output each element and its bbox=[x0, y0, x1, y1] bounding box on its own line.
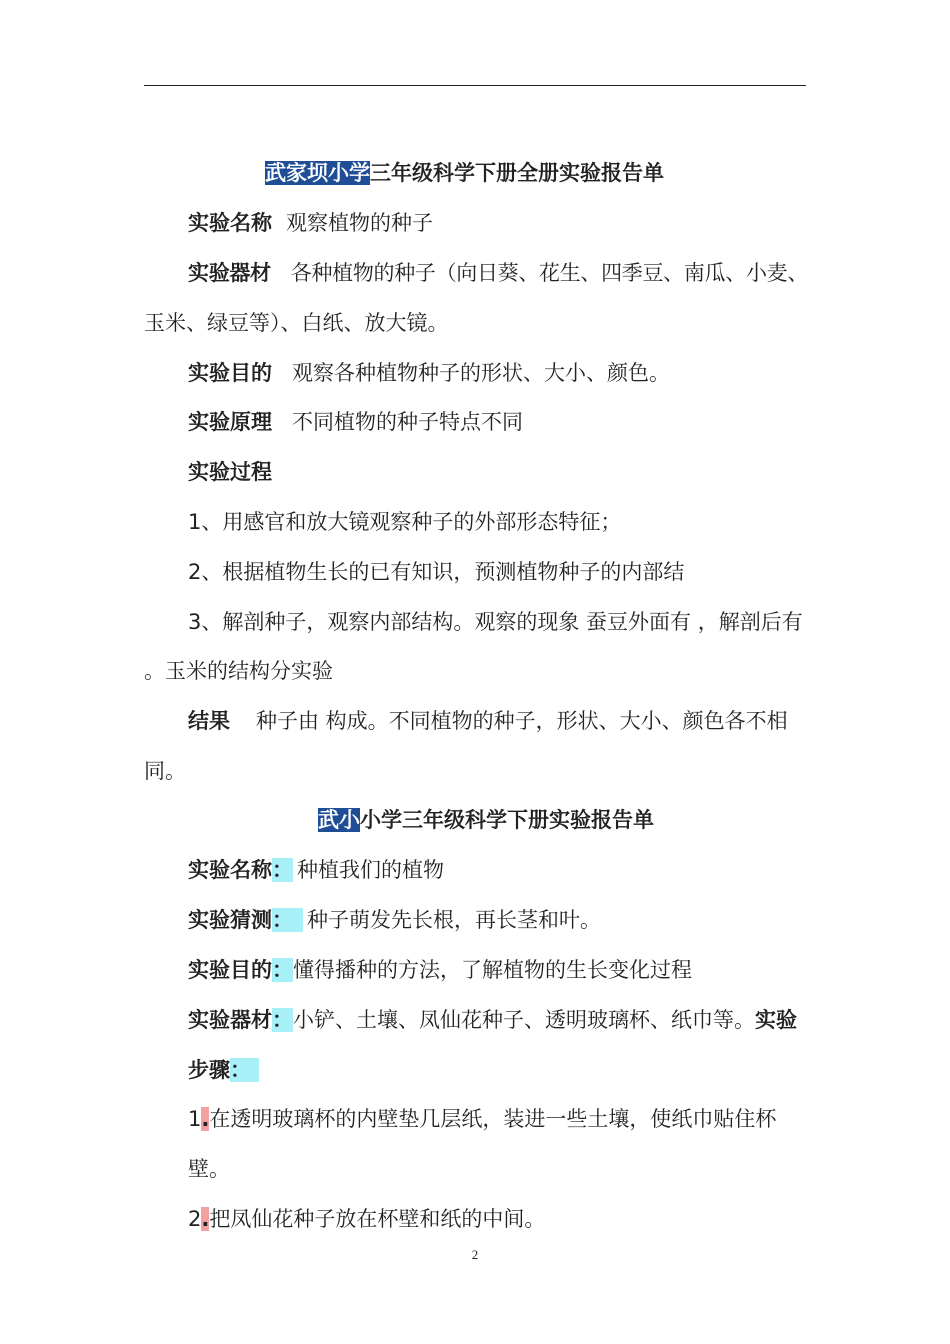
s2-guess-value: 种子萌发先长根，再长茎和叶。 bbox=[307, 908, 601, 932]
title-2-school-highlight: 武小 bbox=[318, 808, 360, 832]
s2-step-2 bbox=[188, 1203, 545, 1235]
experiment-name-row bbox=[188, 207, 433, 239]
process-step-1-text: 1、用感官和放大镜观察种子的外部形态特征； bbox=[188, 510, 622, 534]
result-value-line1: 种子由 构成。不同植物的种子，形状、大小、颜色各不相 bbox=[256, 709, 788, 733]
s2-step-1-number: 1 bbox=[188, 1107, 202, 1131]
s2-materials-colon: ： bbox=[272, 1008, 293, 1032]
process-label: 实验过程 bbox=[188, 460, 272, 484]
experiment-name-value: 观察植物的种子 bbox=[286, 211, 433, 235]
process-step-2 bbox=[188, 556, 684, 588]
s2-materials-value: 小铲、土壤、凤仙花种子、透明玻璃杯、纸巾等。 bbox=[293, 1008, 755, 1032]
s2-purpose-colon: ： bbox=[272, 958, 293, 982]
s2-guess-label: 实验猜测 bbox=[188, 908, 272, 932]
s2-step-2-dot: . bbox=[201, 1207, 210, 1231]
process-step-3 bbox=[188, 606, 803, 638]
title-1-school-highlight: 武家坝小学 bbox=[265, 161, 370, 185]
materials-continuation bbox=[144, 307, 449, 339]
purpose-label: 实验目的 bbox=[188, 361, 272, 385]
process-step-3-text: 3、解剖种子，观察内部结构。观察的现象 蚕豆外面有 ，解剖后有 bbox=[188, 610, 803, 634]
s2-name-value: 种植我们的植物 bbox=[297, 858, 444, 882]
page-number: 2 bbox=[471, 1247, 479, 1262]
principle-label: 实验原理 bbox=[188, 410, 272, 434]
s2-step-2-number: 2 bbox=[188, 1207, 202, 1231]
materials-value-line1: 各种植物的种子（向日葵、花生、四季豆、南瓜、小麦、 bbox=[290, 261, 809, 285]
principle-value: 不同植物的种子特点不同 bbox=[292, 410, 523, 434]
materials-row bbox=[188, 257, 808, 289]
s2-steps-label-part2: 步骤 bbox=[188, 1058, 230, 1082]
report-title-1 bbox=[265, 157, 664, 189]
s2-guess-colon: ： bbox=[272, 908, 303, 932]
s2-steps-row bbox=[188, 1054, 259, 1086]
title-1-text: 三年级科学下册全册实验报告单 bbox=[370, 161, 664, 185]
s2-name-row bbox=[188, 854, 444, 886]
result-value-line2: 同。 bbox=[144, 759, 186, 783]
s2-purpose-row bbox=[188, 954, 692, 986]
materials-label: 实验器材 bbox=[188, 261, 271, 285]
s2-step-1-text-2: 壁。 bbox=[188, 1157, 230, 1181]
purpose-row bbox=[188, 357, 670, 389]
s2-step-2-text: 把凤仙花种子放在杯壁和纸的中间。 bbox=[209, 1207, 546, 1231]
result-label: 结果 bbox=[188, 709, 230, 733]
s2-steps-label-part1: 实验 bbox=[755, 1008, 797, 1032]
purpose-value: 观察各种植物种子的形状、大小、颜色。 bbox=[292, 361, 670, 385]
experiment-name-label: 实验名称 bbox=[188, 211, 272, 235]
principle-row bbox=[188, 406, 523, 438]
materials-value-line2: 玉米、绿豆等）、白纸、放大镜。 bbox=[144, 311, 449, 335]
s2-purpose-label: 实验目的 bbox=[188, 958, 272, 982]
process-step-3-text-2: 。玉米的结构分实验 bbox=[144, 659, 333, 683]
process-step-2-text: 2、根据植物生长的已有知识，预测植物种子的内部结 bbox=[188, 560, 685, 584]
s2-steps-colon: ： bbox=[230, 1058, 259, 1082]
result-row bbox=[188, 705, 788, 737]
s2-step-1-continuation bbox=[188, 1153, 230, 1185]
s2-step-1 bbox=[188, 1103, 776, 1135]
s2-guess-row bbox=[188, 904, 601, 936]
result-continuation bbox=[144, 755, 186, 787]
process-step-1 bbox=[188, 506, 621, 538]
report-title-2 bbox=[318, 804, 654, 836]
s2-step-1-text: 在透明玻璃杯的内壁垫几层纸，装进一些土壤，使纸巾贴住杯 bbox=[209, 1107, 777, 1131]
s2-name-colon: ： bbox=[272, 858, 293, 882]
title-2-text: 小学三年级科学下册实验报告单 bbox=[360, 808, 654, 832]
s2-step-1-dot: . bbox=[201, 1107, 210, 1131]
s2-materials-label: 实验器材 bbox=[188, 1008, 272, 1032]
s2-purpose-value: 懂得播种的方法，了解植物的生长变化过程 bbox=[293, 958, 692, 982]
s2-materials-row bbox=[188, 1004, 797, 1036]
process-step-3-continuation bbox=[144, 655, 333, 687]
header-rule bbox=[144, 85, 806, 86]
s2-name-label: 实验名称 bbox=[188, 858, 272, 882]
process-row bbox=[188, 456, 272, 488]
